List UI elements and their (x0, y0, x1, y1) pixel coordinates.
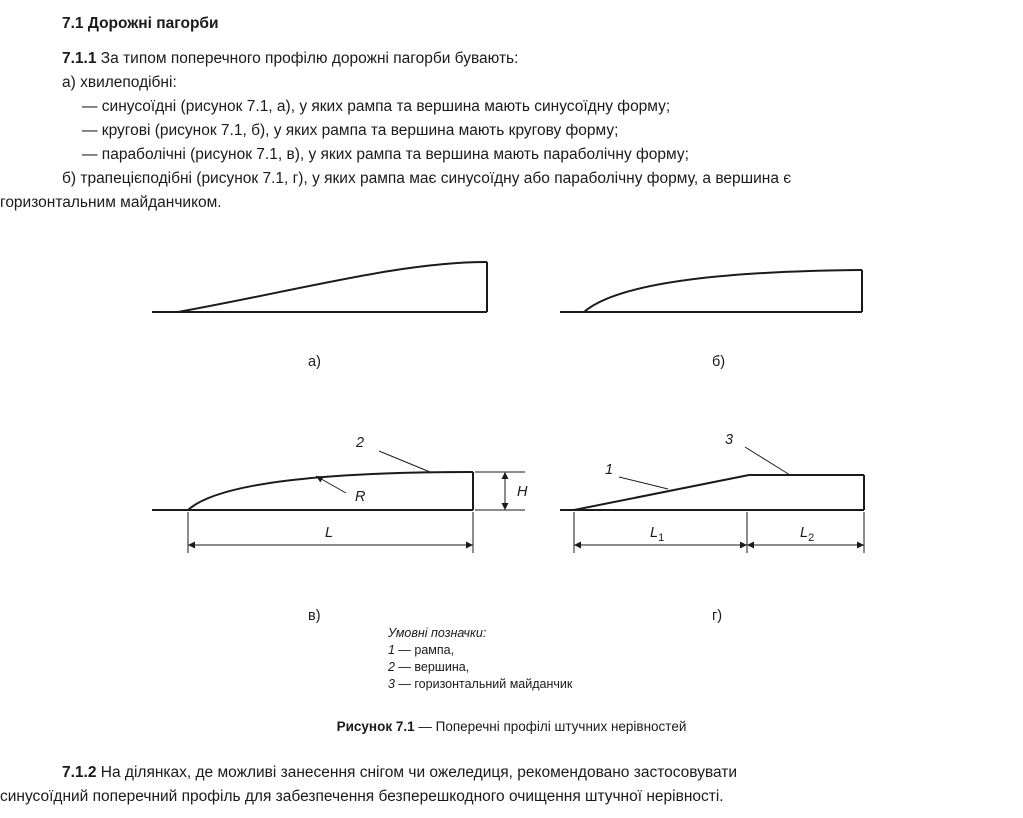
legend-item-2: 2 — вершина, (388, 660, 470, 674)
label-r: R (355, 489, 366, 505)
paragraph-text: За типом поперечного профілю дорожні пагорби бувають: (96, 50, 519, 67)
leader-line-1 (619, 477, 668, 489)
leader-line-2 (379, 451, 430, 472)
dimension-l1-l2 (574, 512, 864, 553)
profile-g-trapezoidal (560, 475, 864, 510)
list-item-b-line2: горизонтальним майданчиком. (0, 194, 222, 211)
figure-caption: Рисунок 7.1 — Поперечні профілі штучних нерівностей (336, 719, 687, 734)
paragraph-7-1-2-line2: синусоїдний поперечний профіль для забезпечення безперешкодного очищення штучної нерівності. (0, 788, 724, 805)
legend-title: Умовні позначки: (388, 626, 487, 640)
section-title: 7.1 Дорожні пагорби (62, 15, 219, 32)
paragraph-number: 7.1.1 (62, 50, 97, 67)
label-l: L (325, 525, 334, 541)
legend-item-3: 3 — горизонтальний майданчик (388, 677, 573, 691)
list-item-b-line1: б) трапецієподібні (рисунок 7.1, г), у яких рампа має синусоїдну або параболічну форму, а вершина є (62, 170, 792, 187)
sub-label-v: в) (308, 608, 321, 624)
sub-label-a: а) (308, 354, 321, 370)
paragraph-number: 7.1.2 (62, 764, 97, 781)
list-subitem-circular: — кругові (рисунок 7.1, б), у яких рампа та вершина мають кругову форму; (82, 122, 619, 139)
legend-item-1: 1 — рампа, (388, 643, 455, 657)
label-l1: $L_1$ (650, 525, 665, 544)
list-subitem-sinusoidal: — синусоїдні (рисунок 7.1, а), у яких рампа та вершина мають синусоїдну форму; (82, 98, 671, 115)
sub-label-b: б) (712, 354, 726, 370)
profile-v-parabolic (152, 472, 473, 510)
profile-b-circular (560, 270, 862, 312)
profile-a-sinusoidal (152, 262, 487, 312)
label-l2: $L_2$ (800, 525, 815, 544)
label-2: 2 (356, 435, 365, 451)
list-subitem-parabolic: — параболічні (рисунок 7.1, в), у яких рампа та вершина мають параболічну форму; (82, 146, 689, 163)
sub-label-g: г) (712, 608, 723, 624)
radius-arrow (316, 476, 346, 493)
label-1: 1 (605, 462, 614, 478)
list-item-a: а) хвилеподібні: (62, 74, 177, 91)
label-3: 3 (725, 432, 734, 448)
leader-line-3 (745, 447, 790, 475)
paragraph-7-1-2-line1: 7.1.2 На ділянках, де можливі занесення снігом чи ожеледиця, рекомендовано застосовувати (62, 764, 738, 781)
label-h: H (517, 484, 528, 500)
